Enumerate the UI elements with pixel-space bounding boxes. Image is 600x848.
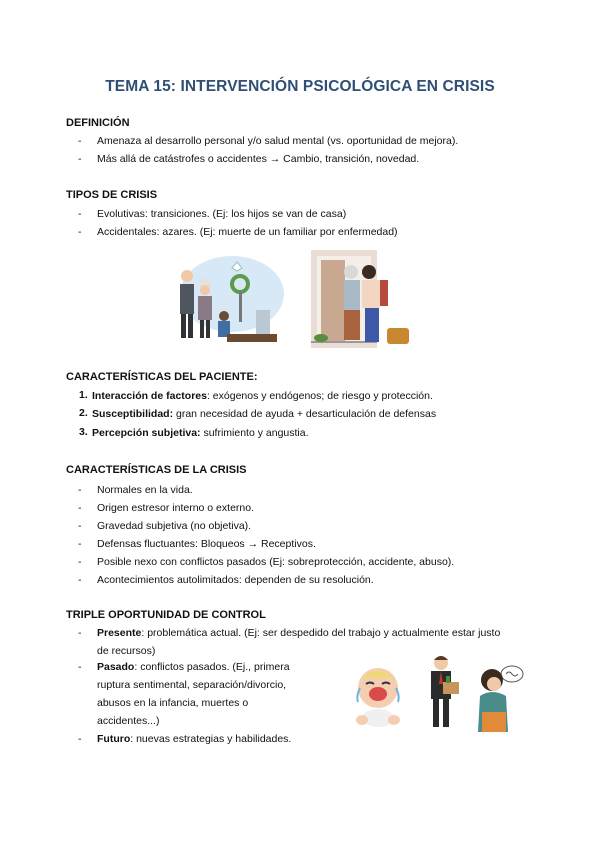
bullet-dash: - bbox=[78, 627, 82, 639]
list-number: 2. bbox=[79, 407, 88, 419]
bullet-dash: - bbox=[78, 484, 82, 496]
pasado-continuation: abusos en la infancia, muertes o bbox=[97, 697, 249, 709]
list-number: 1. bbox=[79, 389, 88, 401]
bullet-dash: - bbox=[78, 520, 82, 532]
bullet-dash: - bbox=[78, 208, 82, 220]
crisis-item: Acontecimientos autolimitados: dependen de su resolución. bbox=[97, 574, 374, 586]
bullet-dash: - bbox=[78, 135, 82, 147]
tipos-item: Accidentales: azares. (Ej: muerte de un familiar por enfermedad) bbox=[97, 226, 398, 238]
crisis-item: Posible nexo con conflictos pasados (Ej: sobreprotección, accidente, abuso). bbox=[97, 556, 455, 568]
presente-continuation: de recursos) bbox=[97, 645, 156, 657]
crisis-item: Defensas fluctuantes: Bloqueos → Receptivos. bbox=[97, 538, 316, 550]
bullet-dash: - bbox=[78, 153, 82, 165]
bullet-dash: - bbox=[78, 661, 82, 673]
heading-crisis: CARACTERÍSTICAS DE LA CRISIS bbox=[66, 464, 247, 476]
anxious-woman-illustration bbox=[472, 660, 532, 732]
heading-definicion: DEFINICIÓN bbox=[66, 117, 130, 129]
crisis-item: Origen estresor interno o externo. bbox=[97, 502, 254, 514]
bullet-dash: - bbox=[78, 733, 82, 745]
bullet-dash: - bbox=[78, 538, 82, 550]
crying-baby-illustration bbox=[346, 664, 410, 728]
futuro-item: Futuro: nuevas estrategias y habilidades. bbox=[97, 733, 292, 745]
bullet-dash: - bbox=[78, 502, 82, 514]
crisis-item: Gravedad subjetiva (no objetiva). bbox=[97, 520, 252, 532]
page-title: TEMA 15: INTERVENCIÓN PSICOLÓGICA EN CRISIS bbox=[105, 78, 495, 95]
paciente-item: Interacción de factores: exógenos y endógenos; de riesgo y protección. bbox=[92, 390, 433, 402]
bullet-dash: - bbox=[78, 226, 82, 238]
heading-triple: TRIPLE OPORTUNIDAD DE CONTROL bbox=[66, 609, 266, 621]
bullet-dash: - bbox=[78, 556, 82, 568]
presente-item: Presente: problemática actual. (Ej: ser despedido del trabajo y actualmente estar justo bbox=[97, 627, 501, 639]
paciente-item: Percepción subjetiva: sufrimiento y angustia. bbox=[92, 427, 309, 439]
pasado-continuation: accidentes...) bbox=[97, 715, 160, 727]
crisis-item: Normales en la vida. bbox=[97, 484, 193, 496]
grieving-family-illustration bbox=[172, 254, 284, 348]
tipos-item: Evolutivas: transiciones. (Ej: los hijos se van de casa) bbox=[97, 208, 347, 220]
pasado-continuation: ruptura sentimental, separación/divorcio, bbox=[97, 679, 287, 691]
definicion-item: Amenaza al desarrollo personal y/o salud mental (vs. oportunidad de mejora). bbox=[97, 135, 459, 147]
heading-tipos: TIPOS DE CRISIS bbox=[66, 189, 158, 201]
bullet-dash: - bbox=[78, 574, 82, 586]
pasado-item: Pasado: conflictos pasados. (Ej., primera bbox=[97, 661, 290, 673]
definicion-item: Más allá de catástrofes o accidentes → Cambio, transición, novedad. bbox=[97, 153, 420, 165]
list-number: 3. bbox=[79, 426, 88, 438]
reunion-hug-illustration bbox=[307, 250, 413, 348]
heading-paciente: CARACTERÍSTICAS DEL PACIENTE: bbox=[66, 371, 258, 383]
fired-worker-illustration bbox=[423, 654, 463, 730]
paciente-item: Susceptibilidad: gran necesidad de ayuda + desarticulación de defensas bbox=[92, 408, 437, 420]
